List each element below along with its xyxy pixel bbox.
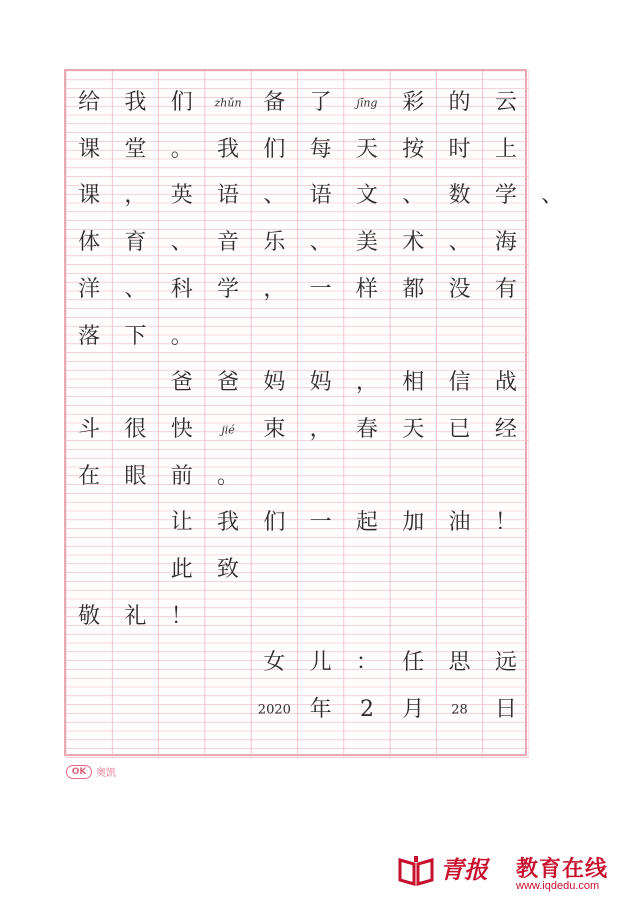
handwritten-char: 远 <box>494 650 517 676</box>
handwritten-char: 思 <box>448 650 471 676</box>
handwritten-char: 天 <box>355 136 378 162</box>
handwritten-char: 在 <box>78 463 101 489</box>
handwritten-char: 日 <box>494 697 517 723</box>
handwritten-char: 、 <box>448 230 471 256</box>
handwritten-char: 此 <box>170 557 193 582</box>
handwritten-char: 落 <box>78 323 101 349</box>
handwritten-char: 堂 <box>124 136 147 162</box>
handwritten-char: 我 <box>217 510 240 536</box>
site-logo[interactable] <box>396 848 632 896</box>
handwritten-char: 天 <box>402 416 425 442</box>
handwritten-char: 们 <box>170 90 193 115</box>
handwritten-char: 按 <box>402 136 425 162</box>
handwritten-char: 很 <box>124 416 147 442</box>
handwritten-char: 起 <box>355 510 378 536</box>
handwritten-char: 们 <box>263 136 286 162</box>
handwritten-char: 、 <box>541 183 564 209</box>
handwritten-char: 束 <box>263 416 286 442</box>
handwritten-char: ， <box>124 183 147 209</box>
handwritten-char: 音 <box>217 230 240 256</box>
handwritten-char: 、 <box>170 230 193 256</box>
handwritten-char: 任 <box>402 650 425 676</box>
handwritten-char: 快 <box>170 416 193 442</box>
handwritten-char: 课 <box>78 136 101 162</box>
handwritten-char: 。 <box>170 323 193 349</box>
handwritten-char: 儿 <box>309 650 332 676</box>
handwritten-char: ： <box>355 650 378 676</box>
handwritten-char: 都 <box>402 276 425 302</box>
handwritten-char: 妈 <box>309 370 332 396</box>
handwritten-char: ！ <box>494 510 517 536</box>
handwritten-char: 战 <box>494 370 517 396</box>
handwritten-char: 彩 <box>402 90 425 115</box>
handwritten-char: 没 <box>448 276 471 302</box>
handwritten-char: 乐 <box>263 230 286 256</box>
handwritten-char: 美 <box>355 230 378 256</box>
handwritten-char: 致 <box>217 557 240 582</box>
pinyin-annotation: zhǔn <box>214 96 242 110</box>
handwritten-char: 、 <box>402 183 425 209</box>
handwritten-char: 油 <box>448 510 471 536</box>
handwritten-char: 的 <box>448 90 471 115</box>
handwritten-char: 体 <box>78 230 101 256</box>
handwritten-char: 。 <box>217 463 240 489</box>
handwritten-char: 学 <box>217 276 240 302</box>
writing-sheet <box>64 69 564 756</box>
handwritten-char: 我 <box>217 136 240 162</box>
logo-url: www.iqdedu.com <box>516 880 600 892</box>
handwritten-char: 课 <box>78 183 101 209</box>
pinyin-annotation: jié <box>221 423 235 437</box>
handwritten-char: 、 <box>263 183 286 209</box>
handwritten-char: 斗 <box>78 416 101 442</box>
handwritten-char: 术 <box>402 230 425 256</box>
handwritten-char: 加 <box>402 510 425 536</box>
handwritten-char: 下 <box>124 323 147 349</box>
handwritten-char: 我 <box>124 90 147 115</box>
handwritten-char: 文 <box>355 183 378 209</box>
handwritten-char: 育 <box>124 230 147 256</box>
handwritten-char: ， <box>309 416 332 442</box>
handwritten-char: 妈 <box>263 370 286 396</box>
handwritten-char: 经 <box>494 416 517 442</box>
handwritten-char: 眼 <box>124 463 147 489</box>
handwritten-char: 礼 <box>124 603 147 629</box>
handwritten-char: 、 <box>309 230 332 256</box>
handwritten-char: 、 <box>124 276 147 302</box>
handwritten-char: 数 <box>448 183 471 209</box>
handwritten-char: 语 <box>217 183 240 209</box>
handwritten-char: 2 <box>359 697 374 723</box>
handwritten-char: 年 <box>309 697 332 723</box>
handwritten-char: 海 <box>494 230 517 256</box>
logo-brand-text: 青报 <box>440 855 488 884</box>
handwritten-char: 爸 <box>170 370 193 396</box>
handwritten-char: 2020 <box>257 702 291 718</box>
handwritten-char: 上 <box>494 136 517 162</box>
paper-brand-name: 奥凯 <box>96 768 116 779</box>
handwritten-char: 女 <box>263 650 286 676</box>
logo-title: 教育在线 <box>516 857 609 882</box>
handwritten-char: 学 <box>494 183 517 209</box>
handwritten-char: 一 <box>309 276 332 302</box>
handwritten-char: ， <box>355 370 378 396</box>
handwritten-char: 时 <box>448 136 471 162</box>
handwritten-char: 样 <box>355 276 378 302</box>
handwritten-char: 月 <box>402 697 425 723</box>
handwritten-char: ！ <box>170 603 193 629</box>
paper-brand <box>66 764 116 779</box>
handwritten-char: 们 <box>263 510 286 536</box>
handwritten-char: 爸 <box>217 370 240 396</box>
handwritten-char: 前 <box>170 463 193 489</box>
handwritten-char: 信 <box>448 370 471 396</box>
handwritten-char: 每 <box>309 136 332 162</box>
book-logo-icon <box>396 854 436 888</box>
pinyin-annotation: jīng <box>356 96 378 110</box>
handwritten-char: 备 <box>263 90 286 115</box>
handwritten-char: 云 <box>494 90 517 115</box>
handwritten-char: 科 <box>170 276 193 302</box>
handwritten-char: ， <box>263 276 286 302</box>
handwritten-char: 有 <box>494 276 517 302</box>
handwritten-char: 洋 <box>78 276 101 302</box>
handwritten-char: 。 <box>170 136 193 162</box>
handwritten-char: 英 <box>170 183 193 209</box>
handwritten-char: 相 <box>402 370 425 396</box>
handwritten-char: 语 <box>309 183 332 209</box>
handwritten-char: 了 <box>309 90 332 115</box>
handwritten-char: 给 <box>78 90 101 115</box>
ok-logo-icon: OK <box>66 765 92 779</box>
handwritten-char: 一 <box>309 510 332 536</box>
handwritten-char: 28 <box>451 702 468 718</box>
handwritten-char: 让 <box>170 510 193 536</box>
handwritten-char: 已 <box>448 416 471 442</box>
handwritten-char: 敬 <box>78 603 101 629</box>
handwritten-char: 春 <box>355 416 378 442</box>
